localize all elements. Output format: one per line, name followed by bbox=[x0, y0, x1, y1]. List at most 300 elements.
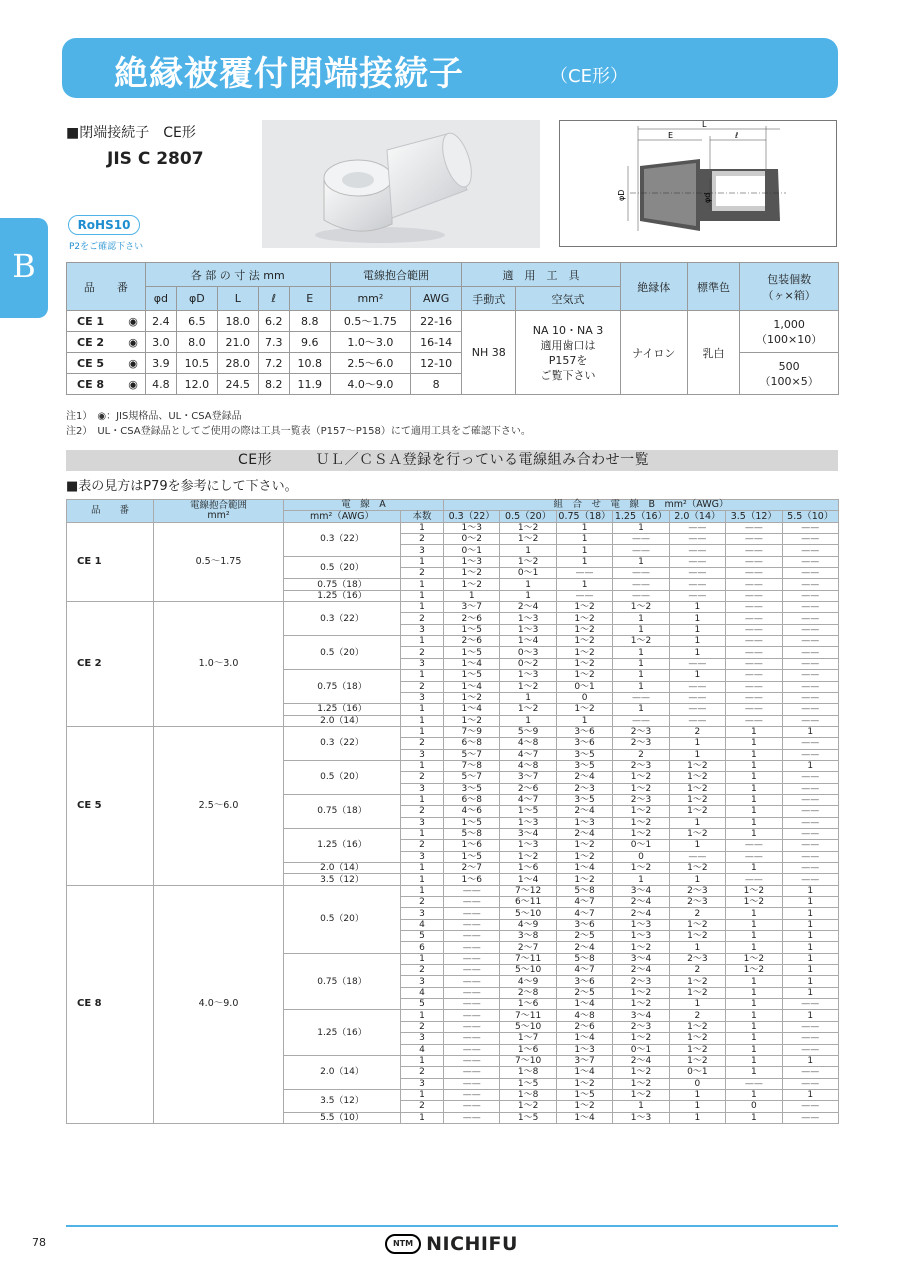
combo-count: 1 bbox=[401, 726, 444, 737]
combo-count: 2 bbox=[401, 806, 444, 817]
combo-h-range: 電線抱合範囲 mm² bbox=[154, 500, 284, 523]
combo-cell: —— bbox=[782, 647, 838, 658]
combo-row bbox=[67, 522, 839, 533]
ul-note: ■表の見方はP79を参考にして下さい。 bbox=[66, 479, 298, 494]
combo-cell: 1～2 bbox=[669, 1055, 725, 1066]
combo-wire-a: 1.25（16） bbox=[284, 1010, 401, 1055]
section-tab[interactable]: B bbox=[0, 218, 48, 318]
combo-cell: —— bbox=[782, 522, 838, 533]
combo-count: 1 bbox=[401, 828, 444, 839]
combo-cell: —— bbox=[444, 953, 500, 964]
combo-cell: 1～5 bbox=[444, 647, 500, 658]
combo-cell: 1～5 bbox=[444, 624, 500, 635]
combo-cell: 1 bbox=[613, 670, 669, 681]
combo-cell: 1 bbox=[782, 760, 838, 771]
combo-count: 4 bbox=[401, 1044, 444, 1055]
combo-cell: 0～1 bbox=[500, 568, 556, 579]
combo-cell: 3～4 bbox=[613, 885, 669, 896]
combo-cell: —— bbox=[669, 590, 725, 601]
combo-cell: 1～8 bbox=[500, 1089, 556, 1100]
notes bbox=[66, 409, 531, 439]
spec-cell-d: 4.8 bbox=[145, 374, 176, 395]
combo-cell: 1 bbox=[669, 624, 725, 635]
combo-count: 3 bbox=[401, 1033, 444, 1044]
combo-cell: 1 bbox=[782, 976, 838, 987]
combo-cell: 1～2 bbox=[613, 1078, 669, 1089]
combo-cell: 1 bbox=[500, 715, 556, 726]
spec-cell-E: 9.6 bbox=[289, 332, 330, 353]
combo-wire-a: 2.0（14） bbox=[284, 863, 401, 874]
combo-cell: —— bbox=[669, 851, 725, 862]
combo-cell: 1 bbox=[726, 1033, 782, 1044]
combo-cell: —— bbox=[669, 579, 725, 590]
spec-c-E: E bbox=[289, 287, 330, 311]
combo-cell: —— bbox=[669, 658, 725, 669]
combo-count: 3 bbox=[401, 624, 444, 635]
combo-cell: 1～4 bbox=[556, 863, 612, 874]
combo-cell: 1 bbox=[782, 987, 838, 998]
combo-cell: 1～5 bbox=[556, 1089, 612, 1100]
combo-cell: 1 bbox=[726, 772, 782, 783]
combo-cell: —— bbox=[726, 534, 782, 545]
combo-cell: —— bbox=[782, 579, 838, 590]
combo-cell: 1 bbox=[782, 1055, 838, 1066]
combo-cell: 1 bbox=[726, 783, 782, 794]
combo-cell: 1～2 bbox=[613, 806, 669, 817]
combo-cell: 1 bbox=[726, 1021, 782, 1032]
combo-wire-a: 5.5（10） bbox=[284, 1112, 401, 1123]
rohs-badge: RoHS10 bbox=[68, 215, 140, 235]
combo-count: 1 bbox=[401, 1055, 444, 1066]
combo-count: 3 bbox=[401, 749, 444, 760]
combo-wire-a: 3.5（12） bbox=[284, 1089, 401, 1112]
combo-count: 1 bbox=[401, 715, 444, 726]
spec-c-mm2: mm² bbox=[330, 287, 410, 311]
spec-cell-d: 2.4 bbox=[145, 311, 176, 332]
combo-cell: —— bbox=[444, 908, 500, 919]
combo-cell: 1～2 bbox=[556, 840, 612, 851]
combo-cell: 1 bbox=[669, 1089, 725, 1100]
combo-cell: 1～2 bbox=[613, 783, 669, 794]
note-2: 注2） UL・CSA登録品としてご使用の際は工具一覧表（P157～P158）にて適用工具をご確認下さい。 bbox=[66, 426, 531, 437]
combo-cell: 2～8 bbox=[500, 987, 556, 998]
combo-cell: 1～2 bbox=[500, 851, 556, 862]
combo-cell: 1 bbox=[726, 1044, 782, 1055]
combo-cell: 5～10 bbox=[500, 908, 556, 919]
combo-cell: 1～6 bbox=[500, 999, 556, 1010]
combo-count: 1 bbox=[401, 794, 444, 805]
combo-cell: 2～4 bbox=[556, 772, 612, 783]
combo-cell: 1～2 bbox=[444, 715, 500, 726]
combo-cell: —— bbox=[726, 692, 782, 703]
combo-cell: 1～6 bbox=[444, 840, 500, 851]
combo-count: 3 bbox=[401, 817, 444, 828]
combo-cell: 1 bbox=[726, 794, 782, 805]
combo-row bbox=[67, 726, 839, 737]
combo-cell: 1～2 bbox=[613, 772, 669, 783]
combo-wire-a: 0.3（22） bbox=[284, 726, 401, 760]
combo-cell: 1～3 bbox=[613, 931, 669, 942]
combo-cell: 7～12 bbox=[500, 885, 556, 896]
combo-wire-a: 2.0（14） bbox=[284, 715, 401, 726]
combo-cell: 3～4 bbox=[613, 1010, 669, 1021]
combo-h-wireA: 電 線 A bbox=[284, 500, 444, 511]
combo-cell: 1～2 bbox=[613, 817, 669, 828]
spec-row bbox=[67, 311, 839, 332]
combo-cell: 1 bbox=[782, 965, 838, 976]
spec-color: 乳白 bbox=[687, 311, 740, 395]
combo-cell: 4～8 bbox=[500, 760, 556, 771]
combo-cell: 4～9 bbox=[500, 976, 556, 987]
combo-cell: —— bbox=[782, 556, 838, 567]
spec-c-d: φd bbox=[145, 287, 176, 311]
combo-cell: 1～2 bbox=[444, 579, 500, 590]
combo-cell: 2～7 bbox=[444, 863, 500, 874]
combo-count: 1 bbox=[401, 636, 444, 647]
combo-count: 2 bbox=[401, 1067, 444, 1078]
combo-cell: —— bbox=[782, 749, 838, 760]
combo-cell: 1 bbox=[726, 931, 782, 942]
spec-c-L: L bbox=[217, 287, 258, 311]
combo-range: 0.5～1.75 bbox=[154, 522, 284, 601]
combo-cell: 0 bbox=[669, 1078, 725, 1089]
combo-cell: 4～7 bbox=[556, 965, 612, 976]
combo-cell: 0～1 bbox=[613, 1044, 669, 1055]
footer-line bbox=[66, 1225, 838, 1227]
combo-cell: —— bbox=[782, 1033, 838, 1044]
spec-cell-awg: 16-14 bbox=[411, 332, 462, 353]
combo-cell: —— bbox=[726, 715, 782, 726]
combo-cell: 1 bbox=[782, 1089, 838, 1100]
spec-h-part: 品 番 bbox=[67, 263, 146, 311]
combo-cell: 1 bbox=[726, 1067, 782, 1078]
spec-cell-d: 3.0 bbox=[145, 332, 176, 353]
combo-cell: 2～6 bbox=[556, 1021, 612, 1032]
combo-count: 2 bbox=[401, 772, 444, 783]
combo-count: 1 bbox=[401, 953, 444, 964]
dimension-drawing bbox=[560, 121, 836, 246]
combo-cell: 1～5 bbox=[444, 851, 500, 862]
combo-cell: 1～4 bbox=[500, 636, 556, 647]
combo-cell: 1 bbox=[613, 704, 669, 715]
combo-cell: 1 bbox=[669, 840, 725, 851]
combo-count: 1 bbox=[401, 602, 444, 613]
combo-count: 1 bbox=[401, 1112, 444, 1123]
combo-wire-a: 2.0（14） bbox=[284, 1055, 401, 1089]
spec-cell-L: 28.0 bbox=[217, 353, 258, 374]
combo-cell: —— bbox=[444, 931, 500, 942]
combo-b-col-header: 5.5（10） bbox=[782, 511, 838, 522]
combo-cell: 1～2 bbox=[669, 919, 725, 930]
spec-h-dims: 各 部 の 寸 法 mm bbox=[145, 263, 330, 287]
combo-cell: 1～2 bbox=[613, 636, 669, 647]
combo-cell: 2 bbox=[669, 726, 725, 737]
combo-cell: —— bbox=[726, 545, 782, 556]
combo-cell: —— bbox=[613, 545, 669, 556]
spec-cell-awg: 8 bbox=[411, 374, 462, 395]
combo-wire-a: 0.5（20） bbox=[284, 556, 401, 579]
combo-cell: 1 bbox=[556, 556, 612, 567]
combo-cell: —— bbox=[556, 568, 612, 579]
combo-cell: 1 bbox=[669, 1101, 725, 1112]
combo-cell: —— bbox=[669, 704, 725, 715]
combo-cell: 1～3 bbox=[613, 1112, 669, 1123]
combo-cell: 5～8 bbox=[556, 885, 612, 896]
combo-cell: —— bbox=[782, 613, 838, 624]
combo-cell: —— bbox=[782, 863, 838, 874]
combo-cell: 1 bbox=[726, 908, 782, 919]
combo-b-col-header: 2.0（14） bbox=[669, 511, 725, 522]
spec-pack-2: 500 （100×5） bbox=[740, 353, 839, 395]
combo-cell: 1～6 bbox=[500, 1044, 556, 1055]
combo-cell: 1 bbox=[500, 692, 556, 703]
dim-D-label: φD bbox=[617, 189, 626, 201]
combo-part-name: CE 5 bbox=[67, 726, 154, 885]
combo-cell: 2～4 bbox=[613, 908, 669, 919]
jis-mark-icon: ◉ bbox=[121, 353, 145, 374]
combo-cell: 1～3 bbox=[444, 556, 500, 567]
combo-cell: 0～1 bbox=[669, 1067, 725, 1078]
combo-cell: 3～7 bbox=[444, 602, 500, 613]
combo-cell: 4～7 bbox=[556, 897, 612, 908]
combo-count: 2 bbox=[401, 534, 444, 545]
combo-cell: 1～2 bbox=[669, 772, 725, 783]
combo-count: 2 bbox=[401, 840, 444, 851]
combo-cell: 3～5 bbox=[556, 794, 612, 805]
spec-cell-l: 6.2 bbox=[258, 311, 289, 332]
spec-cell-awg: 22-16 bbox=[411, 311, 462, 332]
combo-cell: 2～4 bbox=[613, 965, 669, 976]
dim-d-label: φd bbox=[703, 192, 712, 203]
combo-cell: 1～2 bbox=[556, 636, 612, 647]
combo-wire-a: 0.5（20） bbox=[284, 885, 401, 953]
combo-cell: 0 bbox=[726, 1101, 782, 1112]
combo-cell: 5～8 bbox=[556, 953, 612, 964]
combo-cell: 1～5 bbox=[500, 1112, 556, 1123]
combo-cell: 1～2 bbox=[556, 602, 612, 613]
combo-cell: 1 bbox=[556, 534, 612, 545]
combo-wire-a: 0.3（22） bbox=[284, 602, 401, 636]
combo-cell: 1 bbox=[782, 908, 838, 919]
dim-L-label: L bbox=[702, 121, 707, 129]
combo-cell: 1～2 bbox=[726, 953, 782, 964]
combo-cell: —— bbox=[444, 919, 500, 930]
combo-cell: 2 bbox=[669, 908, 725, 919]
combo-cell: —— bbox=[669, 681, 725, 692]
combo-cell: 2 bbox=[669, 1010, 725, 1021]
combo-cell: —— bbox=[782, 624, 838, 635]
combo-cell: —— bbox=[444, 987, 500, 998]
combo-count: 1 bbox=[401, 522, 444, 533]
combo-cell: 3～5 bbox=[444, 783, 500, 794]
combo-cell: —— bbox=[726, 647, 782, 658]
spec-h-tool: 適 用 工 具 bbox=[462, 263, 621, 287]
combo-cell: —— bbox=[444, 885, 500, 896]
combo-cell: —— bbox=[669, 692, 725, 703]
combo-cell: 1～2 bbox=[556, 1078, 612, 1089]
combo-cell: 1～2 bbox=[669, 1044, 725, 1055]
combo-cell: 1～4 bbox=[444, 681, 500, 692]
combo-cell: 1～3 bbox=[500, 624, 556, 635]
combo-cell: —— bbox=[726, 636, 782, 647]
combo-cell: 1 bbox=[669, 749, 725, 760]
combo-cell: 1～6 bbox=[500, 863, 556, 874]
combo-cell: 1 bbox=[726, 726, 782, 737]
combo-cell: 2～3 bbox=[613, 976, 669, 987]
combo-cell: 1～2 bbox=[613, 1033, 669, 1044]
combo-cell: 1～2 bbox=[669, 828, 725, 839]
logo-text: NICHIFU bbox=[426, 1233, 518, 1255]
combo-cell: —— bbox=[782, 1112, 838, 1123]
page-subtitle: （CE形） bbox=[550, 66, 628, 87]
combo-row bbox=[67, 602, 839, 613]
combo-cell: 1～2 bbox=[556, 874, 612, 885]
spec-h-color: 標準色 bbox=[687, 263, 740, 311]
spec-air-tool: NA 10・NA 3 適用歯口は P157を ご覧下さい bbox=[516, 311, 621, 395]
combo-cell: 1 bbox=[444, 590, 500, 601]
combo-cell: 1～3 bbox=[500, 817, 556, 828]
combo-cell: 5～10 bbox=[500, 965, 556, 976]
combo-cell: 3～4 bbox=[500, 828, 556, 839]
combo-cell: 2 bbox=[613, 749, 669, 760]
combo-cell: 0～2 bbox=[444, 534, 500, 545]
combo-cell: —— bbox=[782, 715, 838, 726]
combo-cell: 1～2 bbox=[556, 613, 612, 624]
combo-cell: —— bbox=[782, 568, 838, 579]
combo-cell: —— bbox=[613, 534, 669, 545]
combo-cell: 2～3 bbox=[669, 885, 725, 896]
combo-cell: 1～2 bbox=[613, 828, 669, 839]
combo-cell: 1～2 bbox=[669, 783, 725, 794]
spec-part-name: CE 8 bbox=[67, 374, 122, 395]
combo-b-col-header: 0.3（22） bbox=[444, 511, 500, 522]
combo-cell: —— bbox=[444, 1021, 500, 1032]
combo-cell: 1～2 bbox=[669, 806, 725, 817]
combo-cell: 1 bbox=[500, 590, 556, 601]
combo-cell: 3～6 bbox=[556, 726, 612, 737]
combo-cell: 1 bbox=[669, 647, 725, 658]
spec-part-name: CE 2 bbox=[67, 332, 122, 353]
combo-cell: 1 bbox=[613, 1101, 669, 1112]
combo-cell: 1 bbox=[613, 658, 669, 669]
combo-cell: —— bbox=[782, 534, 838, 545]
combo-cell: 2～6 bbox=[444, 636, 500, 647]
combo-cell: 3～6 bbox=[556, 738, 612, 749]
combo-cell: 2～4 bbox=[500, 602, 556, 613]
combo-cell: 0～3 bbox=[500, 647, 556, 658]
combo-cell: —— bbox=[444, 1112, 500, 1123]
combo-cell: 1～5 bbox=[500, 806, 556, 817]
spec-cell-mm2: 2.5～6.0 bbox=[330, 353, 410, 374]
combo-cell: 2～4 bbox=[556, 806, 612, 817]
spec-c-air: 空気式 bbox=[516, 287, 621, 311]
jis-mark-icon: ◉ bbox=[121, 332, 145, 353]
combo-cell: 1 bbox=[613, 556, 669, 567]
combo-part-name: CE 2 bbox=[67, 602, 154, 727]
combo-cell: —— bbox=[782, 692, 838, 703]
combo-cell: 1 bbox=[782, 897, 838, 908]
page-number: 78 bbox=[32, 1236, 46, 1249]
combo-count: 2 bbox=[401, 738, 444, 749]
combo-b-col-header: 1.25（16） bbox=[613, 511, 669, 522]
combo-part-name: CE 8 bbox=[67, 885, 154, 1123]
combo-cell: 6～11 bbox=[500, 897, 556, 908]
combo-count: 1 bbox=[401, 579, 444, 590]
combo-cell: 1～2 bbox=[556, 647, 612, 658]
spec-part-name: CE 1 bbox=[67, 311, 122, 332]
combo-cell: 7～9 bbox=[444, 726, 500, 737]
combo-cell: 1～2 bbox=[500, 1101, 556, 1112]
combo-count: 3 bbox=[401, 692, 444, 703]
combo-cell: 1～2 bbox=[669, 931, 725, 942]
combo-cell: —— bbox=[782, 704, 838, 715]
combo-cell: —— bbox=[669, 545, 725, 556]
combo-cell: 0～1 bbox=[556, 681, 612, 692]
combo-cell: 2～3 bbox=[613, 738, 669, 749]
combo-cell: 1～2 bbox=[669, 863, 725, 874]
combo-cell: 1～2 bbox=[500, 534, 556, 545]
combo-cell: 2～5 bbox=[556, 931, 612, 942]
jis-mark-icon: ◉ bbox=[121, 311, 145, 332]
combo-part-name: CE 1 bbox=[67, 522, 154, 601]
combo-cell: 4～8 bbox=[556, 1010, 612, 1021]
combo-wire-a: 1.25（16） bbox=[284, 704, 401, 715]
combo-cell: 1 bbox=[726, 817, 782, 828]
dimension-diagram bbox=[559, 120, 837, 247]
spec-cell-L: 21.0 bbox=[217, 332, 258, 353]
combo-cell: 1 bbox=[726, 863, 782, 874]
combo-cell: 5～9 bbox=[500, 726, 556, 737]
combo-cell: 2～4 bbox=[556, 828, 612, 839]
jis-mark-icon: ◉ bbox=[121, 374, 145, 395]
combo-cell: 1～5 bbox=[500, 1078, 556, 1089]
combo-cell: —— bbox=[782, 590, 838, 601]
combo-cell: 1 bbox=[782, 919, 838, 930]
combo-h-count: 本数 bbox=[401, 511, 444, 522]
combo-cell: 1～2 bbox=[556, 851, 612, 862]
combo-cell: —— bbox=[782, 681, 838, 692]
combo-cell: 0～1 bbox=[444, 545, 500, 556]
combo-cell: —— bbox=[782, 999, 838, 1010]
combo-cell: 1 bbox=[500, 545, 556, 556]
combo-cell: —— bbox=[782, 1078, 838, 1089]
combo-count: 3 bbox=[401, 1078, 444, 1089]
combo-cell: 1 bbox=[726, 806, 782, 817]
combo-cell: 1～2 bbox=[500, 556, 556, 567]
ul-section-title: CE形 ＵＬ／ＣＳＡ登録を行っている電線組み合わせ一覧 bbox=[66, 450, 838, 471]
combo-cell: 2～6 bbox=[444, 613, 500, 624]
combo-cell: 1～3 bbox=[556, 1044, 612, 1055]
spec-cell-mm2: 0.5～1.75 bbox=[330, 311, 410, 332]
combination-table bbox=[66, 499, 839, 1124]
combo-cell: 1 bbox=[726, 1112, 782, 1123]
combo-cell: —— bbox=[782, 545, 838, 556]
combo-cell: —— bbox=[444, 965, 500, 976]
combo-cell: 1～2 bbox=[556, 624, 612, 635]
combo-cell: —— bbox=[669, 534, 725, 545]
combo-cell: 4～9 bbox=[500, 919, 556, 930]
combo-cell: —— bbox=[782, 772, 838, 783]
combo-cell: 3～8 bbox=[500, 931, 556, 942]
combo-cell: 1 bbox=[726, 1089, 782, 1100]
combo-count: 2 bbox=[401, 897, 444, 908]
combo-count: 1 bbox=[401, 885, 444, 896]
combo-count: 2 bbox=[401, 613, 444, 624]
combo-count: 1 bbox=[401, 874, 444, 885]
combo-cell: —— bbox=[782, 828, 838, 839]
combo-cell: 1～2 bbox=[669, 794, 725, 805]
combo-cell: 1～2 bbox=[669, 1021, 725, 1032]
